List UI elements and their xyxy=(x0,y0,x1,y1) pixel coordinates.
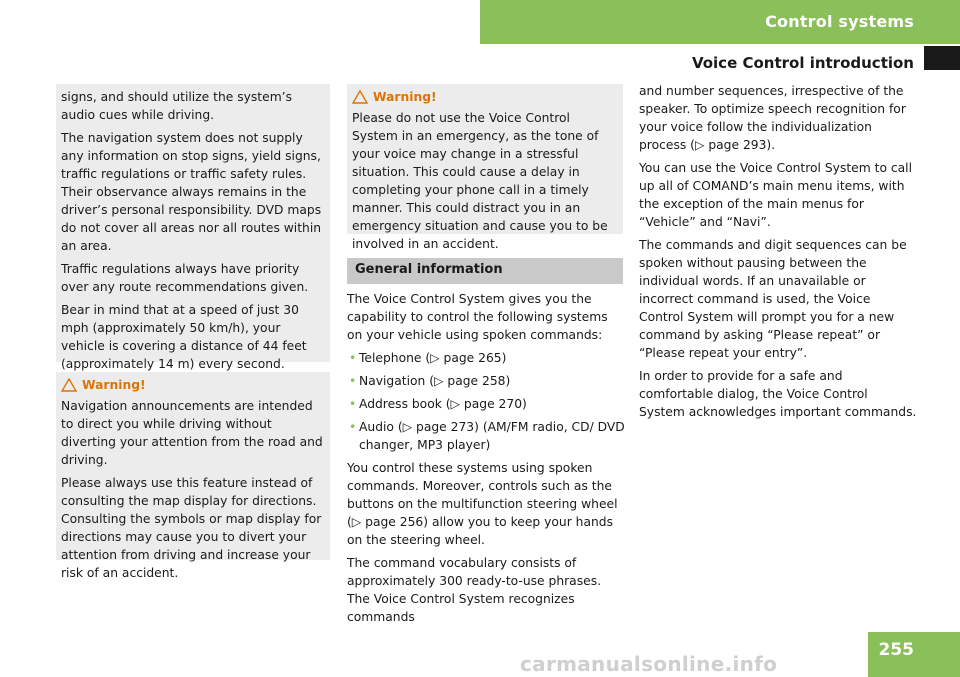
list-item: • Address book (▷ page 270) xyxy=(347,395,625,413)
warning-heading xyxy=(61,376,325,394)
paragraph: The commands and digit sequences can be spoken without pausing between the individual words. If an unavailable or incorrect command is used, the Voice Control System will prompt you for a new command by asking “Please repeat” or “Please repeat your entry”. xyxy=(639,238,907,360)
warning-triangle-icon xyxy=(61,378,77,392)
warning-title: Warning! xyxy=(373,90,437,104)
list-item: • Audio (▷ page 273) (AM/FM radio, CD/ DVD changer, MP3 player) xyxy=(347,418,625,454)
paragraph: signs, and should utilize the system’s audio cues while driving. xyxy=(61,90,292,122)
page-subtitle: Voice Control introduction xyxy=(691,54,914,72)
paragraph: The Voice Control System gives you the capability to control the following systems on your vehicle using spoken commands: xyxy=(347,292,608,342)
middle-text-column xyxy=(347,290,625,631)
warning-title: Warning! xyxy=(82,378,146,392)
paragraph: Navigation announcements are intended to direct you while driving without diverting your attention from the road and driving. xyxy=(61,399,323,467)
list-item: • Navigation (▷ page 258) xyxy=(347,372,625,390)
warning-triangle-icon xyxy=(352,90,368,104)
paragraph: The command vocabulary consists of approximately 300 ready-to-use phrases. The Voice Control System recognizes commands xyxy=(347,556,602,624)
paragraph: In order to provide for a safe and comfortable dialog, the Voice Control System acknowledges important commands. xyxy=(639,369,917,419)
paragraph: Bear in mind that at a speed of just 30 mph (approximately 50 km/h), your vehicle is covering a distance of 44 feet (approximately 14 m) every second. xyxy=(61,303,307,371)
paragraph: and number sequences, irrespective of the speaker. To optimize speech recognition for your voice follow the individualization process (▷ page 293). xyxy=(639,84,906,152)
paragraph: Please do not use the Voice Control System in an emergency, as the tone of your voice may change in a stressful situation. This could cause a delay in completing your phone call in a timely manner. This could distract you in an emergency situation and cause you to be involved in an accident. xyxy=(352,111,608,251)
watermark: carmanualsonline.info xyxy=(520,652,778,676)
paragraph: You can use the Voice Control System to call up all of COMAND’s main menu items, with the exception of the main menus for “Vehicle” and “Navi”. xyxy=(639,161,913,229)
section-heading: General information xyxy=(347,258,623,284)
paragraph: You control these systems using spoken commands. Moreover, controls such as the buttons on the multifunction steering wheel (▷ page 256) allow you to keep your hands on the steering wheel. xyxy=(347,461,618,547)
warning-heading xyxy=(352,88,618,106)
right-text-column xyxy=(639,82,917,426)
warning-box xyxy=(56,372,330,580)
page-number: 255 xyxy=(878,640,914,660)
paragraph: Traffic regulations always have priority over any route recommendations given. xyxy=(61,262,309,294)
system-list xyxy=(347,349,625,454)
section-title: Control systems xyxy=(765,12,914,31)
paragraph: The navigation system does not supply any information on stop signs, yield signs, traffic regulations or traffic safety rules. Their observance always remains in the driver’s personal responsibility. DVD maps do not cover all areas nor all routes within an area. xyxy=(61,131,322,253)
info-box xyxy=(56,84,330,371)
section-tab-marker xyxy=(924,46,960,70)
list-item: • Telephone (▷ page 265) xyxy=(347,349,625,367)
paragraph: Please always use this feature instead of consulting the map display for directions. Consulting the symbols or map display for directions may cause you to divert your attention from driving and increase your risk of an accident. xyxy=(61,476,322,580)
warning-box xyxy=(347,84,623,251)
